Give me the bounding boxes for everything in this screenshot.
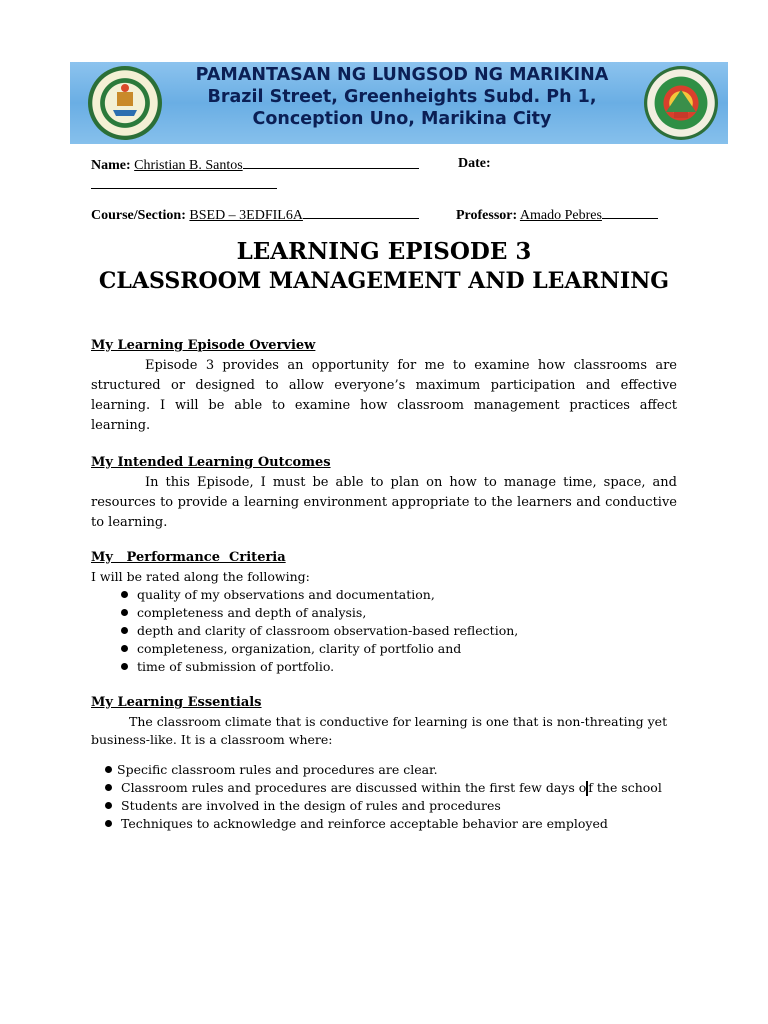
address-line-1: Brazil Street, Greenheights Subd. Ph 1, <box>207 87 597 107</box>
professor-underline <box>602 206 658 219</box>
overview-body: Episode 3 provides an opportunity for me to examine how classrooms are structured or designed to allow everyone’s maximum participation and effective learning. I will be able to examine how classroom management practices affect learning. <box>91 358 677 433</box>
name-row <box>91 156 419 174</box>
course-label: Course/Section: <box>91 208 186 223</box>
criteria-section <box>91 548 677 676</box>
name-label: Name: <box>91 158 131 173</box>
page-subtitle: CLASSROOM MANAGEMENT AND LEARNING <box>98 268 670 294</box>
date-row <box>458 156 491 172</box>
bullet-icon <box>121 609 128 616</box>
essentials-section <box>91 693 677 833</box>
bullet-icon <box>121 663 128 670</box>
date-fill-row <box>91 176 277 194</box>
overview-section <box>91 336 677 436</box>
course-underline <box>303 206 419 219</box>
page-title: LEARNING EPISODE 3 <box>236 238 532 265</box>
overview-heading: My Learning Episode Overview <box>91 338 316 353</box>
list-item <box>105 779 677 797</box>
name-value[interactable]: Christian B. Santos <box>134 158 243 173</box>
course-row <box>91 206 419 224</box>
list-item: Techniques to acknowledge and reinforce acceptable behavior are employed <box>105 815 677 833</box>
overview-paragraph <box>91 356 677 436</box>
name-underline <box>243 156 419 169</box>
university-seal-icon <box>88 66 162 140</box>
bullet-icon <box>121 591 128 598</box>
course-value[interactable]: BSED – 3EDFIL6A <box>189 208 303 223</box>
criteria-intro: I will be rated along the following: <box>91 569 310 584</box>
address-line-2: Conception Uno, Marikina City <box>252 109 552 129</box>
list-item: completeness, organization, clarity of portfolio and <box>121 640 677 658</box>
list-item: completeness and depth of analysis, <box>121 604 677 622</box>
essentials-heading: My Learning Essentials <box>91 695 262 710</box>
city-seal-icon <box>644 66 718 140</box>
essentials-paragraph <box>91 713 677 749</box>
outcomes-section <box>91 453 677 533</box>
bullet-icon <box>121 627 128 634</box>
criteria-list <box>91 586 677 676</box>
essentials-list <box>91 761 677 833</box>
outcomes-heading: My Intended Learning Outcomes <box>91 455 331 470</box>
criteria-heading: My Performance Criteria <box>91 550 286 565</box>
bullet-icon <box>105 766 112 773</box>
professor-value[interactable]: Amado Pebres <box>519 208 602 223</box>
professor-label: Professor: <box>456 208 518 223</box>
essentials-item-2-part-1: Classroom rules and procedures are discussed within the first few days o <box>121 780 587 795</box>
bullet-icon <box>105 784 112 791</box>
list-item: Specific classroom rules and procedures are clear. <box>105 761 677 779</box>
list-item: Students are involved in the design of rules and procedures <box>105 797 677 815</box>
outcomes-body: In this Episode, I must be able to plan on how to manage time, space, and resources to provide a learning environment appropriate to the learners and conductive to learning. <box>91 475 677 530</box>
bullet-icon <box>105 802 112 809</box>
bullet-icon <box>105 820 112 827</box>
date-underline[interactable] <box>91 176 277 189</box>
date-label: Date: <box>458 156 491 171</box>
essentials-body: The classroom climate that is conductive for learning is one that is non-threating yet business-like. It is a classroom where: <box>91 714 668 747</box>
professor-row <box>456 206 658 224</box>
header-text <box>166 64 638 130</box>
list-item: quality of my observations and documentation, <box>121 586 677 604</box>
list-item: time of submission of portfolio. <box>121 658 677 676</box>
list-item: depth and clarity of classroom observation-based reflection, <box>121 622 677 640</box>
header-banner <box>70 62 728 144</box>
bullet-icon <box>121 645 128 652</box>
essentials-item-2-part-2: f the school <box>588 780 662 795</box>
outcomes-paragraph <box>91 473 677 533</box>
university-name: PAMANTASAN NG LUNGSOD NG MARIKINA <box>195 65 609 85</box>
